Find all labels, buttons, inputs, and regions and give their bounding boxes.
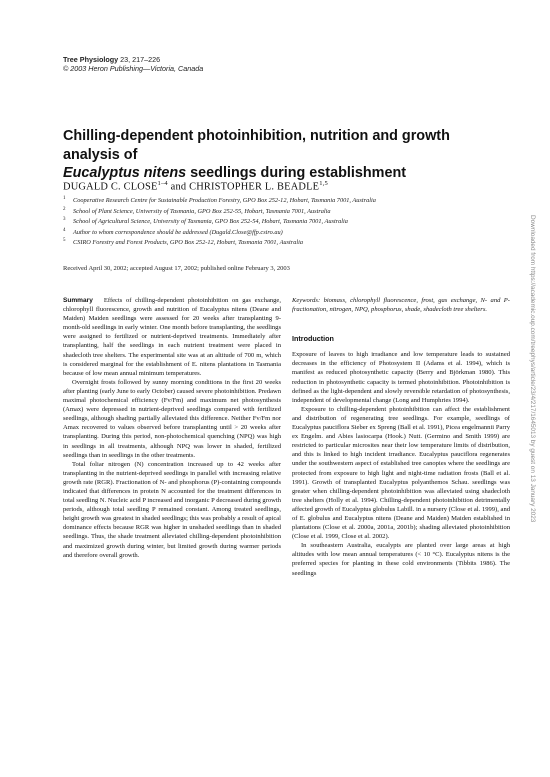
affiliation: 3 School of Agricultural Science, University of Tasmania, GPO Box 252-54, Hobart, Tasmania 7001, Australia — [63, 217, 348, 226]
affiliation: 2 School of Plant Science, University of Tasmania, GPO Box 252-55, Hobart, Tasmania 7001, Australia — [63, 206, 331, 215]
author-line — [63, 177, 328, 193]
author-2: CHRISTOPHER L. BEADLE — [189, 181, 320, 193]
journal-header — [63, 55, 203, 73]
summary-paragraph-1: Summary Effects of chilling-dependent photoinhibition on gas exchange, chlorophyll fluorescence, growth and nutrition of Eucalyptus nitens (Deane and Maiden) Maiden seedlings were assessed for 20 weeks after transplanting 9-month-old seedlings in early winter. One month before transplanting, the seedlings were assigned to fertilized or nutrient-deprived treatments. Immediately after transplanting, half the seedlings in each nutrient treatment were placed in shadecloth tree shelters. The experimental site was at an altitude of 700 m, which is considered marginal for the establishment of E. nitens plantations in Tasmania because of low mean annual minimum temperatures. — [63, 297, 281, 377]
journal-name: Tree Physiology — [63, 55, 119, 64]
affiliations — [63, 196, 483, 249]
download-watermark: Downloaded from https://academic.oup.com/treephys/article/23/4/217/1645013 by guest on 13 January 2023 — [529, 215, 536, 523]
title-species: Eucalyptus nitens — [63, 165, 187, 181]
author-and: and — [167, 181, 190, 193]
affiliation: 1 Cooperative Research Centre for Sustainable Production Forestry, GPO Box 252-12, Hobart, Tasmania 7001, Australia — [63, 196, 376, 204]
affiliation: 5 CSIRO Forestry and Forest Products, GPO Box 252-12, Hobart, Tasmania 7001, Australia — [63, 238, 304, 247]
intro-paragraph-2: Exposure to chilling-dependent photoinhibition can affect the establishment and distribution of regenerating tree seedlings. For example, seedlings of Eucalyptus pauciflora Sieber ex Spreng (Ball et al. 1991), Picea engelmannii Parry ex Engelm. and Abies lasiocarpa (Hook.) Nutt. (Germino and Smith 1999) are restricted to particular microsites near their low temperature limits of distribution, and this is linked to high incident irradiance. Eucalyptus pauciflora regenerates under the southwestern aspect of established tree canopies where the seedlings are protected from exposure to high light and night-time radiation frosts (Ball et al. 1991). Growth of transplanted Eucalyptus polyanthemos Schau. seedlings was greater when chilling-dependent photoinhibition was alleviated using shadecloth tree shelters (Holly et al. 1994). Chilling-dependent photoinhibition detrimentally affected growth of Eucalyptus globulus Labill. in a nursery (Close et al. 1999), and of E. globulus and Eucalyptus nitens (Deane and Maiden) Maiden established in plantations (Close et al. 2000a, 2001a, 2001b); shading alleviated photoinhibition (Close et al. 1999, Close et al. 2002). — [292, 405, 510, 541]
title-line-1: Chilling-dependent photoinhibition, nutrition and growth analysis of — [63, 128, 450, 163]
left-column — [63, 296, 281, 560]
summary-paragraph-3: Total foliar nitrogen (N) concentration increased up to 42 weeks after transplanting in the nutrient-deprived seedlings in parallel with increasing relative growth rate (RGR). Fractionation of N- and phosphorus (P)-containing compounds indicated that differences in protein N accounted for the treatment differences in total seedling N. Nucleic acid P increased and inorganic P decreased during growth periods, although total seedling P remained constant. Among treated seedlings, height growth was greatest in shaded seedlings; this was probably a result of apical dominance effects because RGR was higher in unshaded seedlings than in shaded seedlings. Thus, the shade treatment alleviated chilling-dependent photoinhibition and maximized growth during winter, but limited growth during warmer periods and therefore overall growth. — [63, 460, 281, 559]
author-2-affil: 1,5 — [319, 180, 328, 187]
journal-copyright: © 2003 Heron Publishing—Victoria, Canada — [63, 64, 204, 73]
article-title — [63, 127, 503, 183]
intro-paragraph-3: In southeastern Australia, eucalypts are planted over large areas at high altitudes with low mean annual temperatures (< 10 °C). Eucalyptus nitens is the preferred species for planting in these cold environments (Tibbits 1986). The seedlings — [292, 542, 510, 577]
affiliation: 4 Author to whom correspondence should be addressed (Dugald.Close@ffp.csiro.au) — [63, 227, 283, 236]
author-1: DUGALD C. CLOSE — [63, 181, 158, 193]
summary-label: Summary — [63, 297, 93, 304]
title-line-2: seedlings during establishment — [186, 165, 407, 181]
introduction-heading: Introduction — [292, 334, 334, 344]
journal-volume-pages: 23, 217–226 — [120, 55, 161, 64]
intro-paragraph-1: Exposure of leaves to high irradiance and low temperature leads to sustained decreases in the efficiency of Photosystem II (Adams et al. 1994), which is manifest as reduced photosynthetic capacity (Berry and Björkman 1980). This reduction in photosynthetic capacity is termed photoinhibition. Photoinhibition is defined as the light-dependent and slowly reversible retardation of photosynthesis, independent of developmental change (Long and Humphries 1994). — [292, 351, 510, 404]
right-column — [292, 296, 510, 578]
publication-dates: Received April 30, 2002; accepted August 17, 2002; published online February 3, 2003 — [63, 265, 290, 272]
summary-paragraph-2: Overnight frosts followed by sunny morning conditions in the first 20 weeks after planting (early June to early October) caused severe photoinhibition. Predawn maximal photochemical efficiency (Fv/Fm) and maximum net photosynthesis (Amax) were depressed in nutrient-deprived seedlings compared with fertilized seedlings, although shading partially alleviated this difference. Neither Fv/Fm nor Amax recovered to values observed before transplanting until > 20 weeks after transplanting. During this period, non-photochemical quenching (NPQ) was high in seedlings in all treatments, although NPQ was lower in shaded, fertilized seedlings than in seedlings in the other treatments. — [63, 378, 281, 459]
author-1-affil: 1–4 — [157, 180, 168, 187]
keywords: Keywords: biomass, chlorophyll fluorescence, frost, gas exchange, N- and P-fractionation, nitrogen, NPQ, phosphorus, shade, shadecloth tree shelters. — [292, 297, 510, 314]
